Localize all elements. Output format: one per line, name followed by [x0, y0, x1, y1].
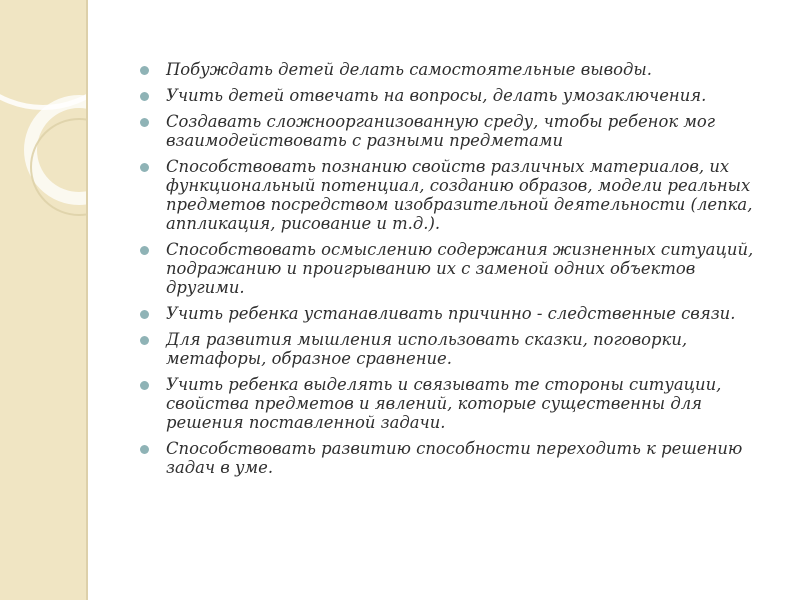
bullet-item	[138, 157, 778, 233]
bullet-text: Учить ребенка выделять и связывать те стороны ситуации, свойства предметов и явлений, которые существенны для решения поставленной задачи.	[166, 375, 722, 432]
bullet-text: Способствовать познанию свойств различных материалов, их функциональный потенциал, созданию образов, модели реальных предметов посредством изобразительной деятельности (лепка, аппликация, рисование и т.д.).	[166, 157, 753, 233]
bullet-text: Учить ребенка устанавливать причинно - следственные связи.	[166, 304, 736, 323]
bullet-item	[138, 86, 778, 105]
bullet-text: Учить детей отвечать на вопросы, делать умозаключения.	[166, 86, 707, 105]
slide-content	[138, 60, 778, 484]
bullet-text: Создавать сложноорганизованную среду, чтобы ребенок мог взаимодействовать с разными предметами	[166, 112, 716, 150]
circle-bullet-icon	[140, 445, 149, 454]
circle-bullet-icon	[140, 118, 149, 127]
circle-bullet-icon	[140, 336, 149, 345]
bullet-text: Способствовать развитию способности переходить к решению задач в уме.	[166, 439, 743, 477]
circle-bullet-icon	[140, 92, 149, 101]
bullet-item	[138, 60, 778, 79]
decorative-side-panel	[0, 0, 86, 600]
bullet-text: Побуждать детей делать самостоятельные выводы.	[166, 60, 652, 79]
side-panel-divider	[86, 0, 88, 600]
bullet-item	[138, 439, 778, 477]
circle-bullet-icon	[140, 246, 149, 255]
circle-bullet-icon	[140, 163, 149, 172]
bullet-text: Способствовать осмыслению содержания жизненных ситуаций, подражанию и проигрыванию их с заменой одних объектов другими.	[166, 240, 754, 297]
circle-bullet-icon	[140, 66, 149, 75]
decorative-ring-large	[0, 0, 86, 110]
bullet-item	[138, 375, 778, 432]
bullet-item	[138, 304, 778, 323]
bullet-item	[138, 112, 778, 150]
bullet-item	[138, 330, 778, 368]
bullet-list	[138, 60, 778, 477]
bullet-item	[138, 240, 778, 297]
circle-bullet-icon	[140, 310, 149, 319]
bullet-text: Для развития мышления использовать сказки, поговорки, метафоры, образное сравнение.	[166, 330, 688, 368]
circle-bullet-icon	[140, 381, 149, 390]
